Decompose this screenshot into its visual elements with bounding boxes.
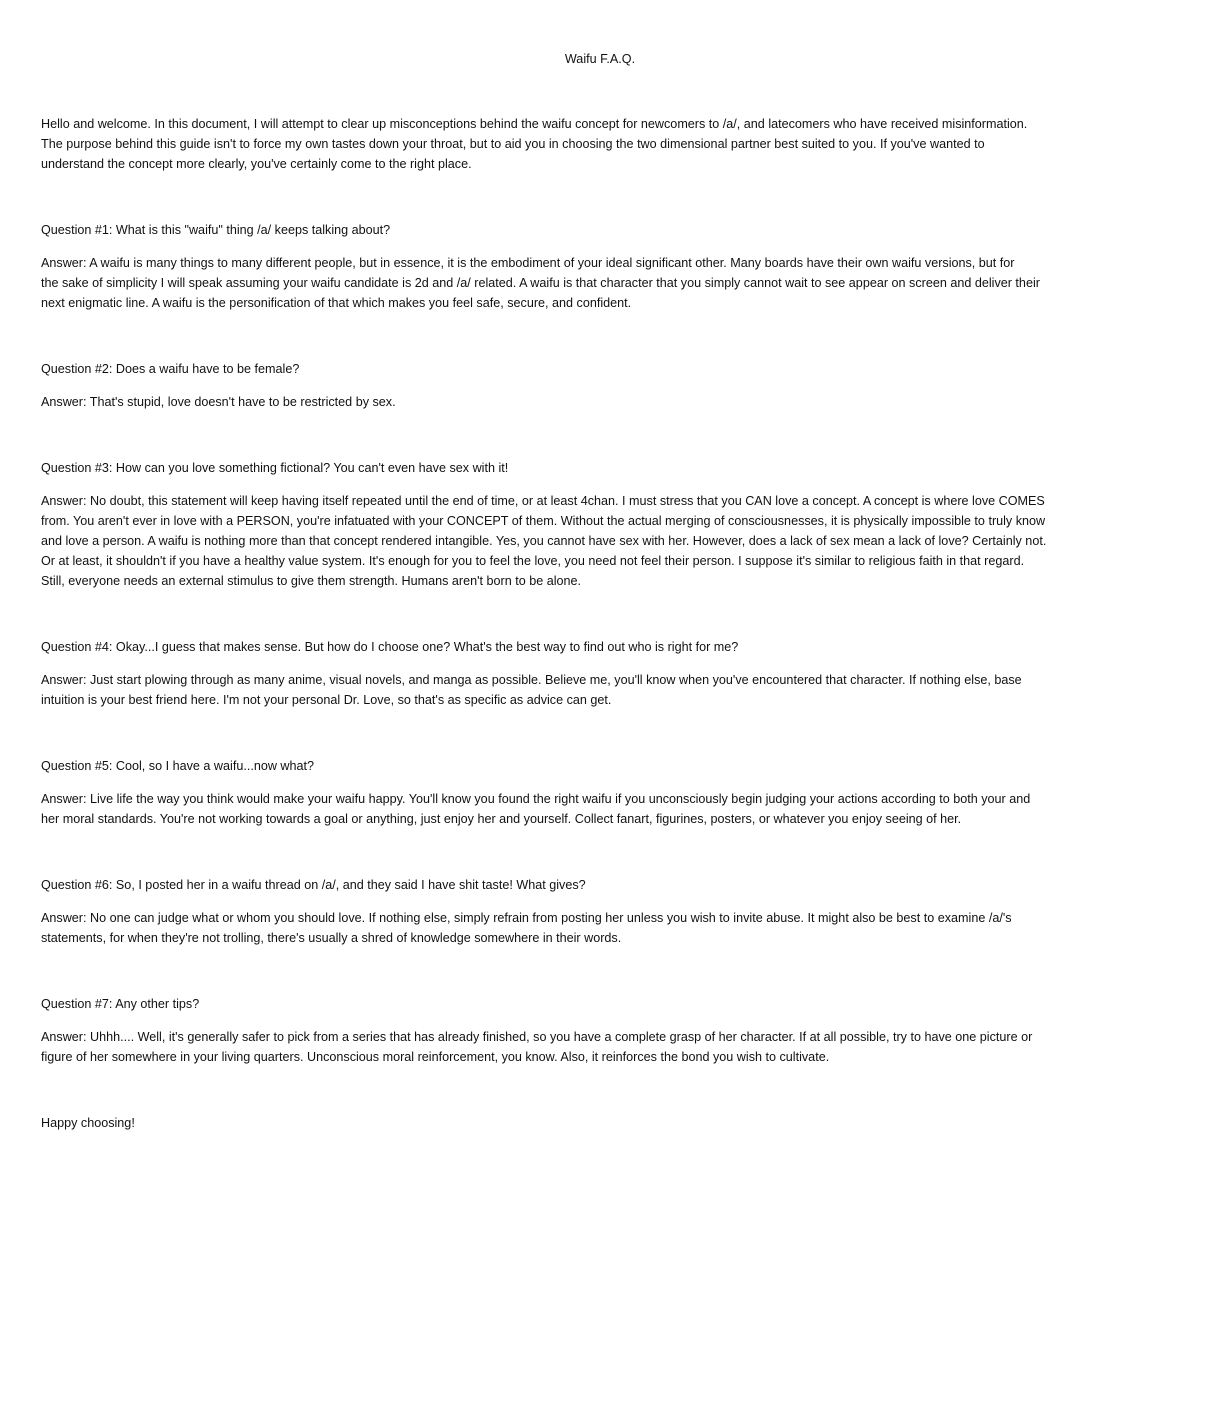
- faq-question: Question #3: How can you love something fictional? You can't even have sex with it!: [41, 461, 509, 475]
- faq-question: Question #6: So, I posted her in a waifu thread on /a/, and they said I have shit taste! What gives?: [41, 878, 586, 892]
- answer-line: Answer: That's stupid, love doesn't have to be restricted by sex.: [41, 395, 396, 409]
- faq-answer: [41, 789, 1181, 829]
- answer-line: the sake of simplicity I will speak assuming your waifu candidate is 2d and /a/ related. A waifu is that character that you simply cannot wait to see appear on screen and deliver their: [41, 276, 1040, 290]
- faq-question: Question #1: What is this "waifu" thing /a/ keeps talking about?: [41, 223, 391, 237]
- faq-section: [41, 756, 1181, 829]
- faq-section: [41, 875, 1181, 948]
- document-body: [41, 114, 1181, 1133]
- intro-line: Hello and welcome. In this document, I will attempt to clear up misconceptions behind the waifu concept for newcomers to /a/, and latecomers who have received misinformation.: [41, 117, 1028, 131]
- faq-answer: [41, 392, 1181, 412]
- document-title: Waifu F.A.Q.: [564, 52, 636, 66]
- faq-section: [41, 359, 1181, 412]
- answer-line: her moral standards. You're not working towards a goal or anything, just enjoy her and yourself. Collect fanart, figurines, posters, or whatever you enjoy seeing of her.: [41, 812, 962, 826]
- answer-line: and love a person. A waifu is nothing more than that concept rendered intangible. Yes, you cannot have sex with her. However, does a lack of sex mean a lack of love? Certainly not.: [41, 534, 1047, 548]
- intro-line: The purpose behind this guide isn't to force my own tastes down your throat, but to aid you in choosing the two dimensional partner best suited to you. If you've wanted to: [41, 137, 985, 151]
- faq-question: Question #5: Cool, so I have a waifu...now what?: [41, 759, 315, 773]
- answer-line: Still, everyone needs an external stimulus to give them strength. Humans aren't born to be alone.: [41, 574, 582, 588]
- intro-paragraph: [41, 114, 1181, 174]
- answer-line: figure of her somewhere in your living quarters. Unconscious moral reinforcement, you know. Also, it reinforces the bond you wish to cultivate.: [41, 1050, 830, 1064]
- faq-answer: [41, 908, 1181, 948]
- faq-section: [41, 994, 1181, 1067]
- answer-line: intuition is your best friend here. I'm not your personal Dr. Love, so that's as specific as advice can get.: [41, 693, 612, 707]
- faq-answer: [41, 253, 1181, 313]
- answer-line: next enigmatic line. A waifu is the personification of that which makes you feel safe, secure, and confident.: [41, 296, 632, 310]
- answer-line: Answer: Just start plowing through as many anime, visual novels, and manga as possible. Believe me, you'll know when you've encountered that character. If nothing else, base: [41, 673, 1022, 687]
- answer-line: Or at least, it shouldn't if you have a healthy value system. It's enough for you to feel the love, you need not feel their person. I suppose it's similar to religious faith in that regard.: [41, 554, 1025, 568]
- answer-line: statements, for when they're not trolling, there's usually a shred of knowledge somewhere in their words.: [41, 931, 622, 945]
- faq-answer: [41, 491, 1181, 591]
- answer-line: Answer: No one can judge what or whom you should love. If nothing else, simply refrain from posting her unless you wish to invite abuse. It might also be best to examine /a/'s: [41, 911, 1012, 925]
- faq-answer: [41, 1027, 1181, 1067]
- faq-section: [41, 637, 1181, 710]
- faq-question: Question #2: Does a waifu have to be female?: [41, 362, 300, 376]
- faq-section: [41, 458, 1181, 591]
- answer-line: Answer: No doubt, this statement will keep having itself repeated until the end of time, or at least 4chan. I must stress that you CAN love a concept. A concept is where love COMES: [41, 494, 1045, 508]
- faq-question: Question #7: Any other tips?: [41, 997, 200, 1011]
- answer-line: Answer: Uhhh.... Well, it's generally safer to pick from a series that has already finished, so you have a complete grasp of her character. If at all possible, try to have one picture or: [41, 1030, 1033, 1044]
- answer-line: Answer: Live life the way you think would make your waifu happy. You'll know you found the right waifu if you unconsciously begin judging your actions according to both your and: [41, 792, 1031, 806]
- faq-answer: [41, 670, 1181, 710]
- closing-line: Happy choosing!: [41, 1116, 135, 1130]
- faq-question: Question #4: Okay...I guess that makes sense. But how do I choose one? What's the best way to find out who is right for me?: [41, 640, 739, 654]
- answer-line: from. You aren't ever in love with a PERSON, you're infatuated with your CONCEPT of them. Without the actual merging of consciousnesses, it is physically impossible to truly know: [41, 514, 1046, 528]
- intro-line: understand the concept more clearly, you've certainly come to the right place.: [41, 157, 472, 171]
- faq-section: [41, 220, 1181, 313]
- answer-line: Answer: A waifu is many things to many different people, but in essence, it is the embodiment of your ideal significant other. Many boards have their own waifu versions, but for: [41, 256, 1015, 270]
